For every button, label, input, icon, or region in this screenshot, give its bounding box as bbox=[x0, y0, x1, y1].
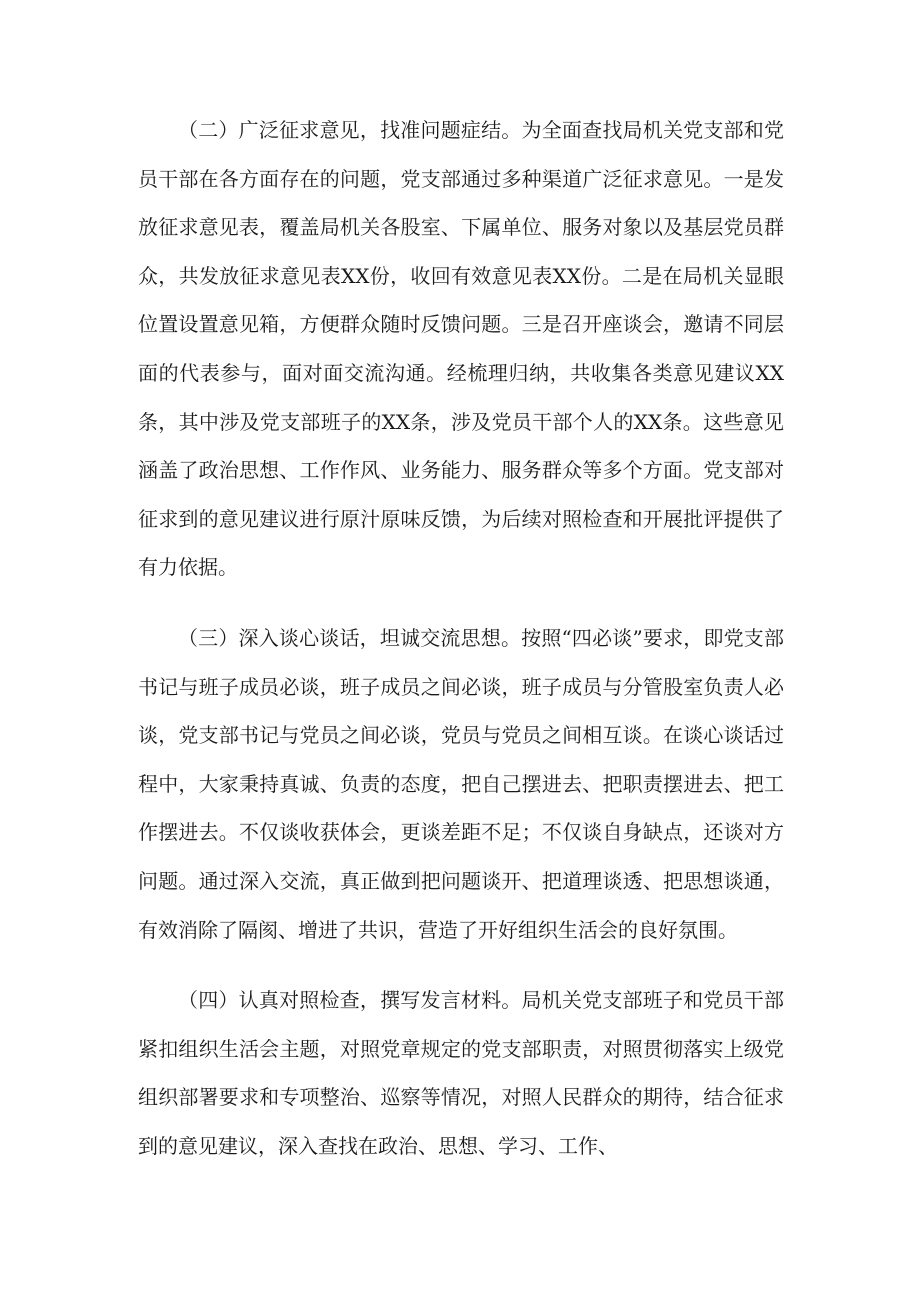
document-body bbox=[138, 106, 784, 1192]
paragraph-heart-to-heart-talks: （三）深入谈心谈话，坦诚交流思想。按照“四必谈”要求，即党支部书记与班子成员必谈，班子成员之间必谈，班子成员与分管股室负责人必谈，党支部书记与党员之间必谈，党员与党员之间相互谈。在谈心谈话过程中，大家秉持真诚、负责的态度，把自己摆进去、把职责摆进去、把工作摆进去。不仅谈收获体会，更谈差距不足；不仅谈自身缺点，还谈对方问题。通过深入交流，真正做到把问题谈开、把道理谈透、把思想谈通，有效消除了隔阂、增进了共识，营造了开好组织生活会的良好氛围。 bbox=[138, 625, 784, 942]
paragraph-self-examination: （四）认真对照检查，撰写发言材料。局机关党支部班子和党员干部紧扣组织生活会主题，对照党章规定的党支部职责，对照贯彻落实上级党组织部署要求和专项整治、巡察等情况，对照人民群众的期待，结合征求到的意见建议，深入查找在政治、思想、学习、工作、 bbox=[138, 988, 784, 1158]
paragraph-solicit-opinions: （二）广泛征求意见，找准问题症结。为全面查找局机关党支部和党员干部在各方面存在的问题，党支部通过多种渠道广泛征求意见。一是发放征求意见表，覆盖局机关各股室、下属单位、服务对象以及基层党员群众，共发放征求意见表XX份，收回有效意见表XX份。二是在局机关显眼位置设置意见箱，方便群众随时反馈问题。三是召开座谈会，邀请不同层面的代表参与，面对面交流沟通。经梳理归纳，共收集各类意见建议XX条，其中涉及党支部班子的XX条，涉及党员干部个人的XX条。这些意见涵盖了政治思想、工作作风、业务能力、服务群众等多个方面。党支部对征求到的意见建议进行原汁原味反馈，为后续对照检查和开展批评提供了有力依据。 bbox=[138, 118, 784, 580]
